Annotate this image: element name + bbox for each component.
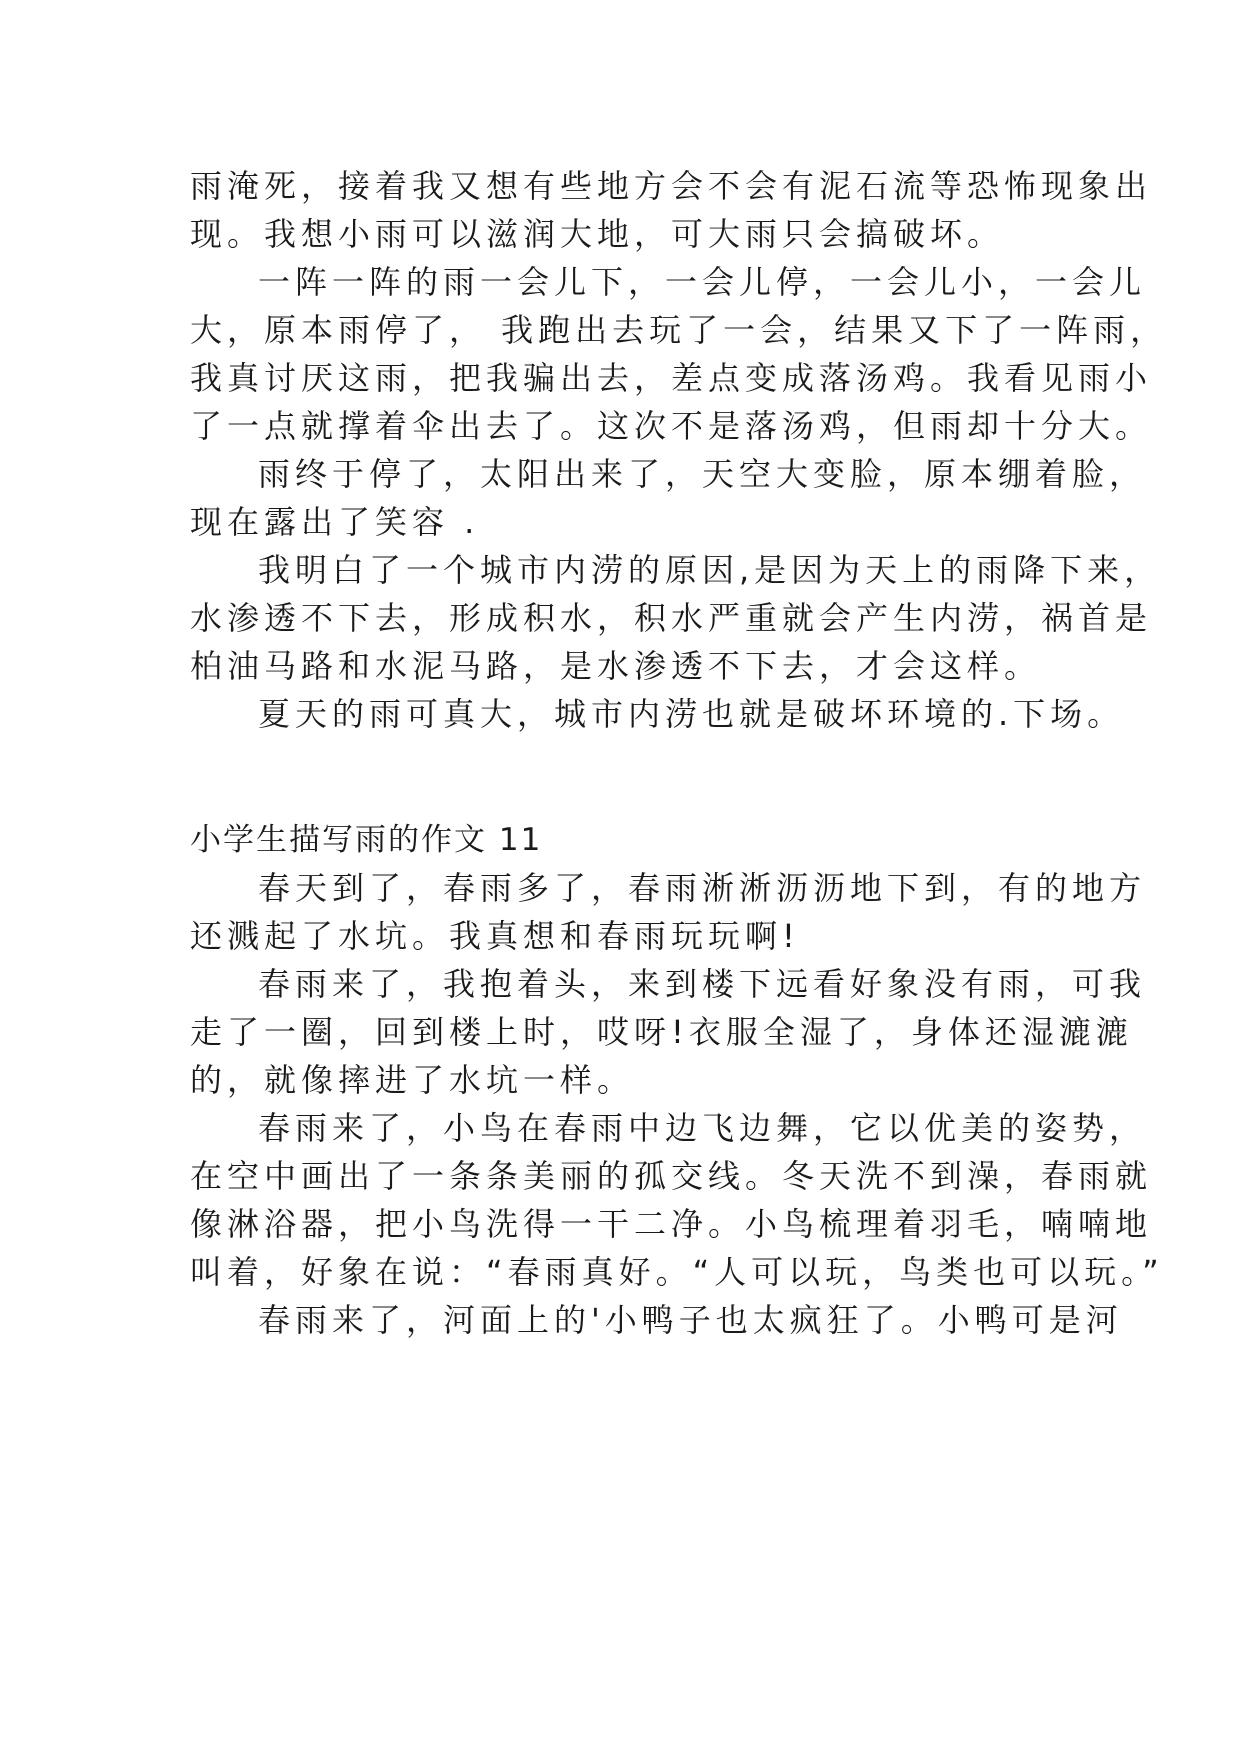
text-line: 叫着，好象在说：“春雨真好。“人可以玩，鸟类也可以玩。” <box>190 1253 1164 1291</box>
paragraph-start-line: 春雨来了，河面上的'小鸭子也太疯狂了。小鸭可是河 <box>258 1301 1123 1339</box>
text-line: 柏油马路和水泥马路，是水渗透不下去，才会这样。 <box>190 647 1042 685</box>
paragraph-start-line: 春雨来了，小鸟在春雨中边飞边舞，它以优美的姿势， <box>258 1109 1147 1147</box>
text-line: 我真讨厌这雨，把我骗出去，差点变成落汤鸡。我看见雨小 <box>190 359 1153 397</box>
paragraph-start-line: 夏天的雨可真大，城市内涝也就是破坏环境的.下场。 <box>258 695 1125 733</box>
text-line: 大，原本雨停了， 我跑出去玩了一会，结果又下了一阵雨， <box>190 311 1168 349</box>
paragraph-start-line: 春天到了，春雨多了，春雨淅淅沥沥地下到，有的地方 <box>258 869 1147 907</box>
text-line: 了一点就撑着伞出去了。这次不是落汤鸡，但雨却十分大。 <box>190 407 1153 445</box>
text-line: 像淋浴器，把小鸟洗得一干二净。小鸟梳理着羽毛，喃喃地 <box>190 1205 1153 1243</box>
paragraph-start-line: 我明白了一个城市内涝的原因,是因为天上的雨降下来， <box>258 551 1162 589</box>
text-line: 现在露出了笑容 . <box>190 503 480 541</box>
section-title: 小学生描写雨的作文 11 <box>190 822 543 858</box>
text-line: 在空中画出了一条条美丽的孤交线。冬天洗不到澡，春雨就 <box>190 1157 1153 1195</box>
paragraph-start-line: 一阵一阵的雨一会儿下，一会儿停，一会儿小，一会儿 <box>258 263 1147 301</box>
text-line: 雨淹死，接着我又想有些地方会不会有泥石流等恐怖现象出 <box>190 167 1153 205</box>
text-line: 还溅起了水坑。我真想和春雨玩玩啊! <box>190 917 800 955</box>
paragraph-start-line: 春雨来了，我抱着头，来到楼下远看好象没有雨，可我 <box>258 965 1147 1003</box>
paragraph-start-line: 雨终于停了，太阳出来了，天空大变脸，原本绷着脸， <box>258 455 1147 493</box>
text-line: 走了一圈，回到楼上时，哎呀!衣服全湿了，身体还湿漉漉 <box>190 1013 1133 1051</box>
text-line: 现。我想小雨可以滋润大地，可大雨只会搞破坏。 <box>190 215 1005 253</box>
text-line: 水渗透不下去，形成积水，积水严重就会产生内涝，祸首是 <box>190 599 1153 637</box>
text-line: 的，就像摔进了水坑一样。 <box>190 1061 635 1099</box>
